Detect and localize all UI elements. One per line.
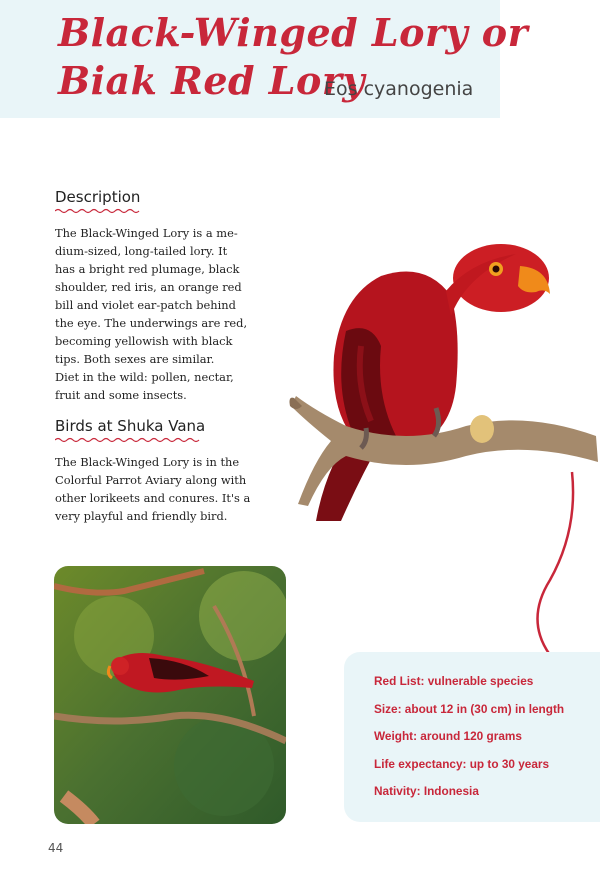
shuka-vana-underline bbox=[55, 437, 201, 443]
shuka-vana-line: Colorful Parrot Aviary along with bbox=[55, 473, 247, 487]
description-line: shoulder, red iris, an orange red bbox=[55, 280, 242, 294]
shuka-vana-line: very playful and friendly bird. bbox=[55, 509, 228, 523]
fact-weight: Weight: around 120 grams bbox=[374, 729, 522, 743]
description-line: has a bright red plumage, black bbox=[55, 262, 240, 276]
description-line: tips. Both sexes are similar. bbox=[55, 352, 215, 366]
description-line: the eye. The underwings are red, bbox=[55, 316, 248, 330]
page-title-line-1: Black-Winged Lory or bbox=[58, 10, 529, 55]
description-underline bbox=[55, 208, 141, 214]
description-line: bill and violet ear-patch behind bbox=[55, 298, 236, 312]
page-number: 44 bbox=[48, 841, 64, 855]
description-text bbox=[55, 224, 247, 404]
description-line: dium-sized, long-tailed lory. It bbox=[55, 244, 228, 258]
description-line: Diet in the wild: pollen, nectar, bbox=[55, 370, 234, 384]
fact-life-expectancy: Life expectancy: up to 30 years bbox=[374, 757, 550, 771]
fact-nativity: Nativity: Indonesia bbox=[374, 784, 479, 798]
shuka-vana-line: The Black-Winged Lory is in the bbox=[55, 455, 240, 469]
shuka-vana-heading: Birds at Shuka Vana bbox=[55, 417, 206, 435]
scientific-name: Eos cyanogenia bbox=[324, 78, 474, 100]
description-heading: Description bbox=[55, 188, 141, 206]
fact-red-list: Red List: vulnerable species bbox=[374, 674, 534, 688]
page-title-line-2: Biak Red Lory bbox=[58, 58, 365, 103]
shuka-vana-line: other lorikeets and conures. It's a bbox=[55, 491, 251, 505]
description-line: The Black-Winged Lory is a me- bbox=[55, 226, 238, 240]
description-line: fruit and some insects. bbox=[55, 388, 187, 402]
small-lory-photo bbox=[54, 566, 286, 824]
description-line: becoming yellowish with black bbox=[55, 334, 233, 348]
shuka-vana-text bbox=[55, 453, 250, 525]
fact-size: Size: about 12 in (30 cm) in length bbox=[374, 702, 565, 716]
